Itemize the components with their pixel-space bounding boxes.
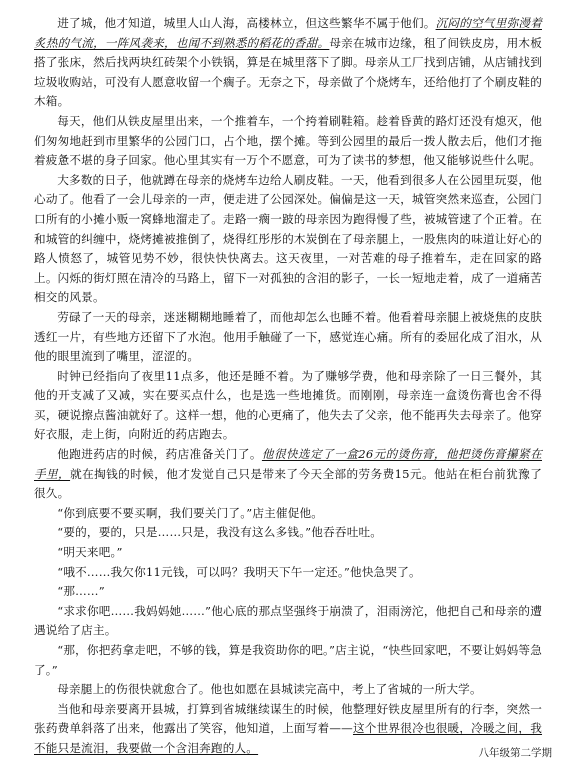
paragraph-8 — [34, 700, 542, 759]
p6-text-b: 就在掏钱的时候，他才发觉自己只是带来了今天全部的劳务费15元。他站在柜台前犹豫了很久。 — [34, 466, 542, 501]
page-footer-grade-label: 八年级第二学期 — [478, 747, 552, 759]
paragraph-1 — [34, 14, 542, 112]
paragraph-7: 母亲腿上的伤很快就愈合了。他也如愿在县城读完高中，考上了省城的一所大学。 — [57, 682, 482, 697]
dialog-line: “明天来吧。” — [57, 545, 123, 560]
paragraph-6 — [34, 445, 542, 504]
paragraph-3: 大多数的日子，他就蹲在母亲的烧烤车边给人刷皮鞋。一天，他看到很多人在公园里玩耍，他心动了。他看了一会儿母亲的一声，便走进了公园深处。偏偏是这一天，城管突然来巡查，公园门口所有的小摊小贩一窝蜂地溜走了。走路一瘸一跛的母亲因为跑得慢了些，被城管逮了个正着。在和城管的纠缠中，烧烤摊被推倒了，烧得红彤彤的木炭倒在了母亲腿上，一股焦肉的味道让好心的路人愤怒了，城管见势不妙，很快快快离去。这天夜里，一对苦难的母子推着车，走在回家的路上。闪烁的街灯照在清冷的马路上，留下一对孤独的含泪的影子，一长一短地走着，成了一道痛苦相交的风景。 — [34, 172, 542, 305]
dialog-line: “你到底要不要买啊，我们要关门了。”店主催促他。 — [57, 505, 324, 520]
p6-text-a: 他跑进药店的时候，药店准备关门了。 — [57, 447, 262, 462]
p8-underlined-sentence: 这个世界很冷也很暖，冷暖之间，我不能只是流泪，我要做一个含泪奔跑的人。 — [34, 721, 543, 755]
p1-text-b: 母亲在城市边缘，租了间铁皮房，用木板搭了张床，然后找两块红砖架个小铁锅，算是在城里落下了脚。母亲从工厂找到店铺，从店铺找到垃圾收购站，可没有人愿意收留一个瘸子。无奈之下，母亲做了个烧烤车，还给他打了个刷皮鞋的木箱。 — [34, 35, 542, 109]
p8-text-a: 当他和母亲要离开县城，打算到省城继续谋生的时候，他整理好铁皮屋里所有的行李，突然一张药费单斜落了出来，他露出了笑容，他知道，上面写着—— — [34, 701, 542, 736]
p1-text-a: 进了城，他才知道，城里人山人海，高楼林立，但这些繁华不属于他们。 — [57, 16, 436, 30]
dialog-line: “要的，要的，只是……只是，我没有这么多钱。”他吞吞吐吐。 — [57, 525, 383, 540]
dialog-line: “哦不……我欠你11元钱，可以吗？我明天下午一定还。”他快急哭了。 — [57, 564, 421, 579]
dialog-line: “那，你把药拿走吧，不够的钱，算是我资助你的吧。”店主说，“快些回家吧，不要让妈妈等急了。” — [34, 643, 542, 677]
p6-underlined-sentence: 他很快选定了一盒26元的烫伤膏，他把烫伤膏攥紧在手里， — [34, 447, 542, 481]
paragraph-5: 时钟已经指向了夜里11点多，他还是睡不着。为了赚够学费，他和母亲除了一日三餐外，其他的开支减了又减，实在要买点什么，也是选一些地摊货。而刚刚，母亲连一盒烫伤膏也舍不得买，硬说擦点酱油就好了。这样一想，他的心更痛了，他失去了父亲，他不能再失去母亲了。他穿好衣服，走上街，向附近的药店跑去。 — [34, 368, 542, 442]
paragraph-2: 每天，他们从铁皮屋里出来，一个推着车，一个挎着刷鞋箱。趁着昏黄的路灯还没有熄灭，他们匆匆地赶到市里繁华的公园门口，占个地，摆个摊。等到公园里的最后一拨人散去后，他们才拖着疲惫不堪的身子回家。他心里其实有一万个不愿意，可为了读书的梦想，他又能够说些什么呢。 — [34, 113, 542, 168]
dialog-line: “那……” — [57, 584, 105, 599]
dialog-line: “求求你吧……我妈妈她……”他心底的那点坚强终于崩溃了，泪雨滂沱，他把自己和母亲的遭遇说给了店主。 — [34, 603, 542, 638]
paragraph-4: 劳碌了一天的母亲，迷迷糊糊地睡着了，而他却怎么也睡不着。他看着母亲腿上被烧焦的皮肤透红一片，有些地方还留下了水泡。他用手触碰了一下，感觉连心痛。所有的委屈化成了泪水，从他的眼里流到了嘴里，涩涩的。 — [34, 309, 542, 364]
p1-underlined-sentence: 沉闷的空气里弥漫着炙热的气流，一阵风袭来，也闻不到熟悉的稻花的香甜。 — [34, 16, 542, 50]
